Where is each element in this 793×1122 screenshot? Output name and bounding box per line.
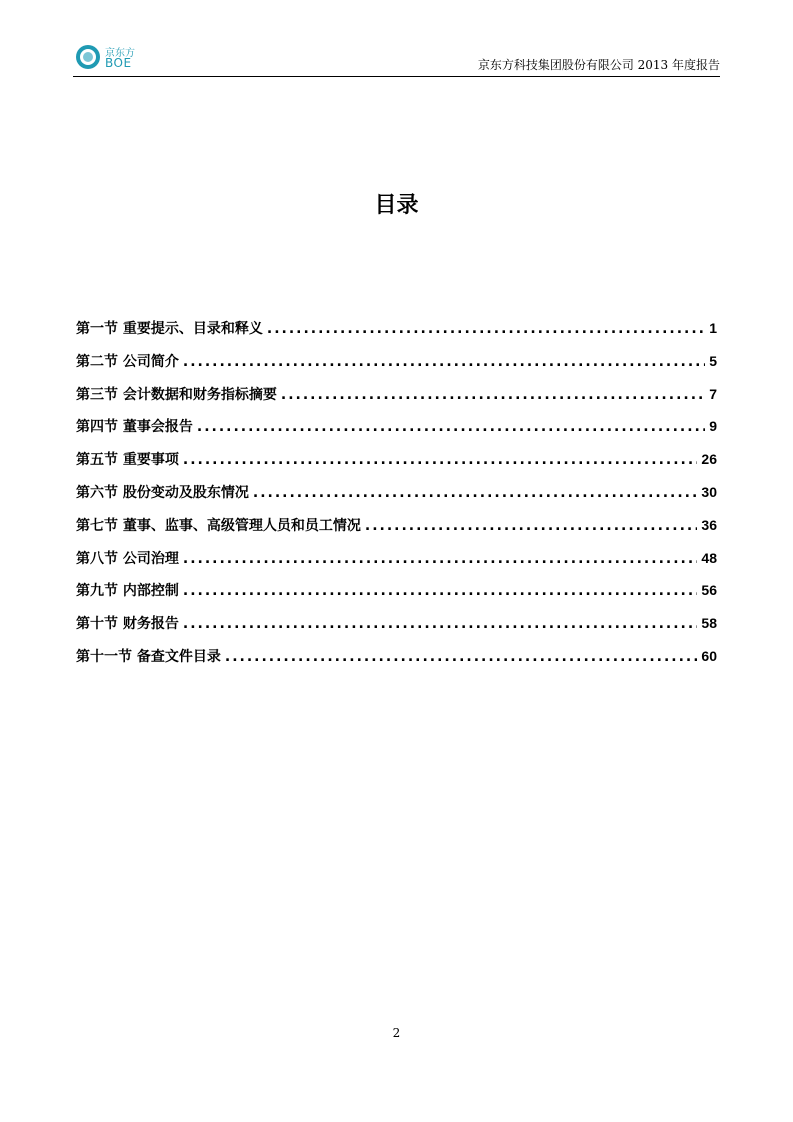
page-header [73, 40, 720, 77]
toc-dot-leader [183, 583, 698, 599]
logo-cn-text: 京东方 [105, 48, 135, 59]
toc-dot-leader [183, 354, 705, 370]
toc-entry[interactable] [76, 449, 717, 482]
toc-entry[interactable] [76, 318, 717, 351]
toc-entry[interactable] [76, 482, 717, 515]
toc-entry-label: 第五节 重要事项 [76, 452, 179, 469]
toc-entry[interactable] [76, 646, 717, 679]
toc-entry-page: 60 [701, 647, 717, 664]
toc-dot-leader [197, 419, 705, 435]
toc-entry[interactable] [76, 515, 717, 548]
table-of-contents [76, 318, 717, 679]
document-header-title: 京东方科技集团股份有限公司 2013 年度报告 [477, 58, 720, 72]
toc-title: 目录 [374, 193, 419, 218]
toc-dot-leader [183, 616, 698, 632]
toc-entry-page: 26 [701, 451, 717, 468]
toc-entry-label: 第六节 股份变动及股东情况 [76, 484, 249, 501]
toc-entry-page: 36 [701, 516, 717, 533]
toc-entry-label: 第三节 会计数据和财务指标摘要 [76, 386, 277, 403]
toc-dot-leader [183, 551, 698, 567]
boe-logo [75, 42, 145, 74]
toc-entry[interactable] [76, 613, 717, 646]
toc-entry[interactable] [76, 580, 717, 613]
boe-logo-icon [75, 44, 101, 70]
toc-entry[interactable] [76, 351, 717, 384]
toc-entry-label: 第八节 公司治理 [76, 550, 179, 567]
toc-entry-label: 第四节 董事会报告 [76, 419, 193, 436]
toc-entry-page: 48 [701, 549, 717, 566]
toc-entry[interactable] [76, 548, 717, 581]
toc-entry-page: 30 [701, 483, 717, 500]
page-number: 2 [392, 1026, 401, 1040]
toc-entry-page: 1 [709, 320, 717, 336]
toc-entry-label: 第二节 公司简介 [76, 353, 179, 370]
toc-dot-leader [225, 649, 698, 665]
toc-entry-label: 第十一节 备查文件目录 [76, 648, 221, 665]
toc-entry-page: 56 [701, 582, 717, 599]
toc-entry[interactable] [76, 384, 717, 417]
logo-en-text: BOE [105, 56, 132, 70]
toc-entry-page: 5 [709, 352, 717, 369]
toc-dot-leader [183, 452, 698, 468]
toc-entry-page: 9 [709, 418, 717, 435]
toc-entry-page: 7 [709, 385, 717, 402]
toc-entry[interactable] [76, 416, 717, 449]
toc-dot-leader [267, 321, 705, 337]
toc-entry-label: 第十节 财务报告 [76, 616, 179, 633]
toc-entry-label: 第一节 重要提示、目录和释义 [76, 321, 263, 337]
toc-dot-leader [365, 518, 698, 534]
toc-entry-label: 第七节 董事、监事、高级管理人员和员工情况 [76, 517, 361, 534]
toc-entry-page: 58 [701, 615, 717, 632]
toc-entry-label: 第九节 内部控制 [76, 583, 179, 600]
toc-dot-leader [253, 485, 698, 501]
toc-dot-leader [281, 387, 705, 403]
